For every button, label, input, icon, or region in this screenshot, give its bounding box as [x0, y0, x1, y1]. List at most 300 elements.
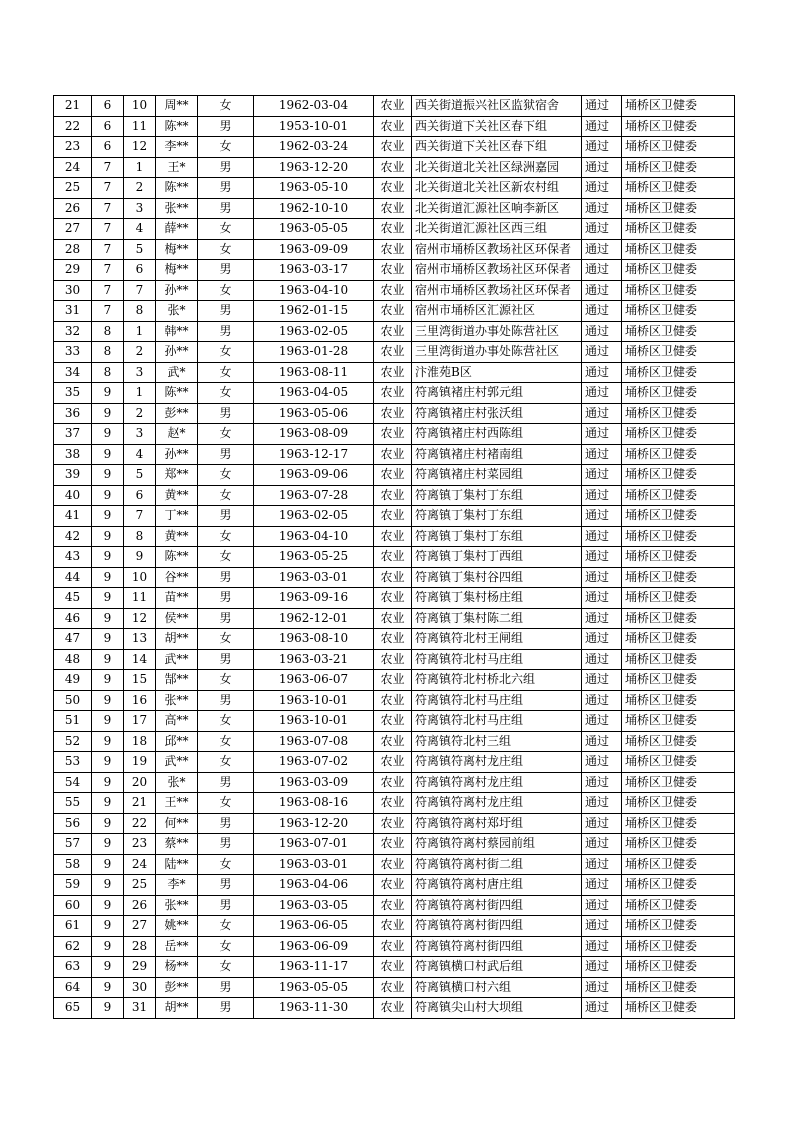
- review-status-cell: 通过: [582, 239, 622, 260]
- department-cell: 埇桥区卫健委: [622, 157, 735, 178]
- person-name-cell: 杨**: [156, 957, 198, 978]
- gender-cell: 男: [198, 834, 254, 855]
- birth-date-cell: 1963-08-09: [254, 424, 374, 445]
- gender-cell: 男: [198, 157, 254, 178]
- birth-date-cell: 1963-06-09: [254, 936, 374, 957]
- person-name-cell: 孙**: [156, 342, 198, 363]
- address-cell: 符离镇符离村郑圩组: [412, 813, 582, 834]
- group-number-cell: 6: [92, 96, 124, 117]
- gender-cell: 女: [198, 916, 254, 937]
- serial-number-cell: 51: [54, 711, 92, 732]
- household-type-cell: 农业: [374, 834, 412, 855]
- gender-cell: 女: [198, 936, 254, 957]
- table-row: [54, 588, 735, 609]
- address-cell: 宿州市埇桥区教场社区环保者: [412, 260, 582, 281]
- review-status-cell: 通过: [582, 526, 622, 547]
- birth-date-cell: 1963-07-28: [254, 485, 374, 506]
- household-type-cell: 农业: [374, 936, 412, 957]
- serial-number-cell: 42: [54, 526, 92, 547]
- group-number-cell: 6: [92, 116, 124, 137]
- person-name-cell: 黄**: [156, 485, 198, 506]
- group-number-cell: 9: [92, 916, 124, 937]
- birth-date-cell: 1962-10-10: [254, 198, 374, 219]
- group-index-cell: 5: [124, 465, 156, 486]
- person-name-cell: 张**: [156, 690, 198, 711]
- gender-cell: 女: [198, 362, 254, 383]
- gender-cell: 女: [198, 424, 254, 445]
- group-number-cell: 9: [92, 629, 124, 650]
- group-index-cell: 20: [124, 772, 156, 793]
- group-index-cell: 7: [124, 280, 156, 301]
- birth-date-cell: 1963-08-10: [254, 629, 374, 650]
- birth-date-cell: 1963-08-16: [254, 793, 374, 814]
- department-cell: 埇桥区卫健委: [622, 465, 735, 486]
- serial-number-cell: 28: [54, 239, 92, 260]
- table-row: [54, 957, 735, 978]
- address-cell: 西关街道振兴社区监狱宿舍: [412, 96, 582, 117]
- address-cell: 三里湾街道办事处陈营社区: [412, 342, 582, 363]
- table-row: [54, 465, 735, 486]
- household-type-cell: 农业: [374, 239, 412, 260]
- table-row: [54, 301, 735, 322]
- table-row: [54, 834, 735, 855]
- department-cell: 埇桥区卫健委: [622, 424, 735, 445]
- birth-date-cell: 1963-03-17: [254, 260, 374, 281]
- serial-number-cell: 29: [54, 260, 92, 281]
- address-cell: 符离镇褚庄村郭元组: [412, 383, 582, 404]
- review-status-cell: 通过: [582, 875, 622, 896]
- household-type-cell: 农业: [374, 752, 412, 773]
- address-cell: 符离镇褚庄村菜园组: [412, 465, 582, 486]
- gender-cell: 男: [198, 198, 254, 219]
- table-row: [54, 793, 735, 814]
- serial-number-cell: 47: [54, 629, 92, 650]
- serial-number-cell: 24: [54, 157, 92, 178]
- table-row: [54, 403, 735, 424]
- person-name-cell: 彭**: [156, 403, 198, 424]
- birth-date-cell: 1963-05-10: [254, 178, 374, 199]
- department-cell: 埇桥区卫健委: [622, 178, 735, 199]
- group-number-cell: 9: [92, 854, 124, 875]
- household-type-cell: 农业: [374, 854, 412, 875]
- review-status-cell: 通过: [582, 178, 622, 199]
- review-status-cell: 通过: [582, 793, 622, 814]
- birth-date-cell: 1963-05-05: [254, 977, 374, 998]
- department-cell: 埇桥区卫健委: [622, 752, 735, 773]
- table-row: [54, 219, 735, 240]
- department-cell: 埇桥区卫健委: [622, 444, 735, 465]
- birth-date-cell: 1963-07-01: [254, 834, 374, 855]
- address-cell: 符离镇褚庄村张沃组: [412, 403, 582, 424]
- table-row: [54, 690, 735, 711]
- group-index-cell: 11: [124, 588, 156, 609]
- person-name-cell: 陈**: [156, 178, 198, 199]
- table-row: [54, 260, 735, 281]
- serial-number-cell: 52: [54, 731, 92, 752]
- department-cell: 埇桥区卫健委: [622, 629, 735, 650]
- table-row: [54, 362, 735, 383]
- review-status-cell: 通过: [582, 465, 622, 486]
- household-type-cell: 农业: [374, 96, 412, 117]
- household-type-cell: 农业: [374, 137, 412, 158]
- review-status-cell: 通过: [582, 772, 622, 793]
- department-cell: 埇桥区卫健委: [622, 608, 735, 629]
- group-number-cell: 9: [92, 772, 124, 793]
- household-type-cell: 农业: [374, 116, 412, 137]
- person-name-cell: 孙**: [156, 280, 198, 301]
- review-status-cell: 通过: [582, 485, 622, 506]
- review-status-cell: 通过: [582, 731, 622, 752]
- person-name-cell: 岳**: [156, 936, 198, 957]
- address-cell: 符离镇丁集村陈二组: [412, 608, 582, 629]
- address-cell: 符离镇褚庄村褚南组: [412, 444, 582, 465]
- group-index-cell: 3: [124, 424, 156, 445]
- table-row: [54, 444, 735, 465]
- serial-number-cell: 62: [54, 936, 92, 957]
- gender-cell: 男: [198, 813, 254, 834]
- birth-date-cell: 1963-03-21: [254, 649, 374, 670]
- group-number-cell: 9: [92, 957, 124, 978]
- address-cell: 符离镇符离村龙庄组: [412, 793, 582, 814]
- department-cell: 埇桥区卫健委: [622, 567, 735, 588]
- table-row: [54, 998, 735, 1019]
- person-name-cell: 张**: [156, 895, 198, 916]
- group-number-cell: 9: [92, 444, 124, 465]
- address-cell: 北关街道汇源社区响李新区: [412, 198, 582, 219]
- review-status-cell: 通过: [582, 362, 622, 383]
- birth-date-cell: 1963-12-17: [254, 444, 374, 465]
- serial-number-cell: 45: [54, 588, 92, 609]
- gender-cell: 男: [198, 608, 254, 629]
- serial-number-cell: 65: [54, 998, 92, 1019]
- gender-cell: 男: [198, 895, 254, 916]
- group-index-cell: 6: [124, 485, 156, 506]
- group-number-cell: 7: [92, 280, 124, 301]
- serial-number-cell: 36: [54, 403, 92, 424]
- department-cell: 埇桥区卫健委: [622, 342, 735, 363]
- group-index-cell: 19: [124, 752, 156, 773]
- group-index-cell: 1: [124, 383, 156, 404]
- table-row: [54, 752, 735, 773]
- table-row: [54, 875, 735, 896]
- household-type-cell: 农业: [374, 670, 412, 691]
- household-type-cell: 农业: [374, 444, 412, 465]
- gender-cell: 女: [198, 752, 254, 773]
- household-type-cell: 农业: [374, 219, 412, 240]
- serial-number-cell: 37: [54, 424, 92, 445]
- gender-cell: 男: [198, 116, 254, 137]
- serial-number-cell: 26: [54, 198, 92, 219]
- address-cell: 宿州市埇桥区汇源社区: [412, 301, 582, 322]
- table-row: [54, 485, 735, 506]
- group-number-cell: 9: [92, 403, 124, 424]
- department-cell: 埇桥区卫健委: [622, 998, 735, 1019]
- group-number-cell: 9: [92, 875, 124, 896]
- review-status-cell: 通过: [582, 321, 622, 342]
- serial-number-cell: 31: [54, 301, 92, 322]
- group-number-cell: 9: [92, 936, 124, 957]
- address-cell: 符离镇符离村街四组: [412, 936, 582, 957]
- gender-cell: 女: [198, 485, 254, 506]
- review-status-cell: 通过: [582, 670, 622, 691]
- group-number-cell: 7: [92, 239, 124, 260]
- department-cell: 埇桥区卫健委: [622, 649, 735, 670]
- gender-cell: 女: [198, 670, 254, 691]
- group-number-cell: 9: [92, 567, 124, 588]
- birth-date-cell: 1963-10-01: [254, 690, 374, 711]
- household-type-cell: 农业: [374, 198, 412, 219]
- table-row: [54, 649, 735, 670]
- review-status-cell: 通过: [582, 854, 622, 875]
- department-cell: 埇桥区卫健委: [622, 547, 735, 568]
- person-name-cell: 王**: [156, 793, 198, 814]
- serial-number-cell: 63: [54, 957, 92, 978]
- table-row: [54, 916, 735, 937]
- address-cell: 符离镇丁集村杨庄组: [412, 588, 582, 609]
- group-number-cell: 9: [92, 711, 124, 732]
- serial-number-cell: 55: [54, 793, 92, 814]
- department-cell: 埇桥区卫健委: [622, 198, 735, 219]
- department-cell: 埇桥区卫健委: [622, 957, 735, 978]
- person-name-cell: 蔡**: [156, 834, 198, 855]
- address-cell: 符离镇符离村蔡园前组: [412, 834, 582, 855]
- serial-number-cell: 43: [54, 547, 92, 568]
- serial-number-cell: 35: [54, 383, 92, 404]
- department-cell: 埇桥区卫健委: [622, 362, 735, 383]
- group-index-cell: 16: [124, 690, 156, 711]
- group-number-cell: 9: [92, 424, 124, 445]
- gender-cell: 女: [198, 342, 254, 363]
- address-cell: 符离镇丁集村丁东组: [412, 485, 582, 506]
- person-name-cell: 谷**: [156, 567, 198, 588]
- review-status-cell: 通过: [582, 383, 622, 404]
- review-status-cell: 通过: [582, 567, 622, 588]
- department-cell: 埇桥区卫健委: [622, 219, 735, 240]
- department-cell: 埇桥区卫健委: [622, 526, 735, 547]
- gender-cell: 女: [198, 96, 254, 117]
- serial-number-cell: 25: [54, 178, 92, 199]
- review-status-cell: 通过: [582, 444, 622, 465]
- gender-cell: 男: [198, 178, 254, 199]
- person-name-cell: 李*: [156, 875, 198, 896]
- gender-cell: 女: [198, 854, 254, 875]
- department-cell: 埇桥区卫健委: [622, 96, 735, 117]
- household-type-cell: 农业: [374, 711, 412, 732]
- birth-date-cell: 1953-10-01: [254, 116, 374, 137]
- household-type-cell: 农业: [374, 813, 412, 834]
- review-status-cell: 通过: [582, 280, 622, 301]
- group-index-cell: 8: [124, 526, 156, 547]
- address-cell: 北关街道汇源社区西三组: [412, 219, 582, 240]
- birth-date-cell: 1963-07-08: [254, 731, 374, 752]
- department-cell: 埇桥区卫健委: [622, 321, 735, 342]
- table-row: [54, 116, 735, 137]
- group-index-cell: 4: [124, 219, 156, 240]
- gender-cell: 女: [198, 547, 254, 568]
- household-type-cell: 农业: [374, 157, 412, 178]
- address-cell: 符离镇符离村龙庄组: [412, 752, 582, 773]
- address-cell: 符离镇符北村三组: [412, 731, 582, 752]
- household-type-cell: 农业: [374, 342, 412, 363]
- group-index-cell: 2: [124, 403, 156, 424]
- group-index-cell: 4: [124, 444, 156, 465]
- household-type-cell: 农业: [374, 690, 412, 711]
- person-name-cell: 邱**: [156, 731, 198, 752]
- department-cell: 埇桥区卫健委: [622, 690, 735, 711]
- birth-date-cell: 1963-04-06: [254, 875, 374, 896]
- birth-date-cell: 1963-01-28: [254, 342, 374, 363]
- table-row: [54, 608, 735, 629]
- review-status-cell: 通过: [582, 649, 622, 670]
- gender-cell: 男: [198, 588, 254, 609]
- group-number-cell: 6: [92, 137, 124, 158]
- household-type-cell: 农业: [374, 895, 412, 916]
- review-status-cell: 通过: [582, 198, 622, 219]
- serial-number-cell: 33: [54, 342, 92, 363]
- household-type-cell: 农业: [374, 485, 412, 506]
- department-cell: 埇桥区卫健委: [622, 383, 735, 404]
- birth-date-cell: 1963-03-09: [254, 772, 374, 793]
- group-number-cell: 8: [92, 362, 124, 383]
- table-row: [54, 711, 735, 732]
- household-type-cell: 农业: [374, 260, 412, 281]
- gender-cell: 女: [198, 383, 254, 404]
- serial-number-cell: 44: [54, 567, 92, 588]
- review-status-cell: 通过: [582, 342, 622, 363]
- group-index-cell: 8: [124, 301, 156, 322]
- address-cell: 符离镇符离村龙庄组: [412, 772, 582, 793]
- department-cell: 埇桥区卫健委: [622, 506, 735, 527]
- group-number-cell: 9: [92, 813, 124, 834]
- group-index-cell: 10: [124, 96, 156, 117]
- gender-cell: 男: [198, 772, 254, 793]
- table-row: [54, 526, 735, 547]
- department-cell: 埇桥区卫健委: [622, 403, 735, 424]
- serial-number-cell: 38: [54, 444, 92, 465]
- group-index-cell: 27: [124, 916, 156, 937]
- household-type-cell: 农业: [374, 280, 412, 301]
- review-status-cell: 通过: [582, 936, 622, 957]
- gender-cell: 男: [198, 567, 254, 588]
- household-type-cell: 农业: [374, 588, 412, 609]
- household-type-cell: 农业: [374, 957, 412, 978]
- birth-date-cell: 1962-01-15: [254, 301, 374, 322]
- birth-date-cell: 1962-03-24: [254, 137, 374, 158]
- birth-date-cell: 1962-12-01: [254, 608, 374, 629]
- group-number-cell: 9: [92, 895, 124, 916]
- table-row: [54, 772, 735, 793]
- household-type-cell: 农业: [374, 383, 412, 404]
- gender-cell: 男: [198, 301, 254, 322]
- group-number-cell: 7: [92, 260, 124, 281]
- address-cell: 符离镇尖山村大坝组: [412, 998, 582, 1019]
- household-type-cell: 农业: [374, 608, 412, 629]
- serial-number-cell: 61: [54, 916, 92, 937]
- serial-number-cell: 22: [54, 116, 92, 137]
- gender-cell: 男: [198, 260, 254, 281]
- group-index-cell: 10: [124, 567, 156, 588]
- address-cell: 符离镇符离村街二组: [412, 854, 582, 875]
- table-row: [54, 280, 735, 301]
- household-type-cell: 农业: [374, 403, 412, 424]
- group-number-cell: 9: [92, 526, 124, 547]
- group-number-cell: 7: [92, 219, 124, 240]
- serial-number-cell: 41: [54, 506, 92, 527]
- person-name-cell: 陈**: [156, 116, 198, 137]
- person-name-cell: 张*: [156, 772, 198, 793]
- review-status-cell: 通过: [582, 834, 622, 855]
- group-number-cell: 9: [92, 998, 124, 1019]
- table-row: [54, 547, 735, 568]
- address-cell: 宿州市埇桥区教场社区环保者: [412, 280, 582, 301]
- household-type-cell: 农业: [374, 567, 412, 588]
- serial-number-cell: 46: [54, 608, 92, 629]
- gender-cell: 女: [198, 711, 254, 732]
- household-type-cell: 农业: [374, 731, 412, 752]
- group-number-cell: 8: [92, 321, 124, 342]
- group-number-cell: 9: [92, 465, 124, 486]
- gender-cell: 男: [198, 649, 254, 670]
- department-cell: 埇桥区卫健委: [622, 875, 735, 896]
- household-type-cell: 农业: [374, 629, 412, 650]
- serial-number-cell: 34: [54, 362, 92, 383]
- group-index-cell: 1: [124, 321, 156, 342]
- gender-cell: 男: [198, 321, 254, 342]
- group-index-cell: 26: [124, 895, 156, 916]
- department-cell: 埇桥区卫健委: [622, 280, 735, 301]
- review-status-cell: 通过: [582, 998, 622, 1019]
- address-cell: 符离镇符北村马庄组: [412, 690, 582, 711]
- address-cell: 符离镇符北村王闸组: [412, 629, 582, 650]
- household-type-cell: 农业: [374, 526, 412, 547]
- gender-cell: 女: [198, 137, 254, 158]
- department-cell: 埇桥区卫健委: [622, 588, 735, 609]
- person-name-cell: 梅**: [156, 260, 198, 281]
- department-cell: 埇桥区卫健委: [622, 485, 735, 506]
- group-number-cell: 9: [92, 383, 124, 404]
- address-cell: 宿州市埇桥区教场社区环保者: [412, 239, 582, 260]
- review-status-cell: 通过: [582, 403, 622, 424]
- group-index-cell: 28: [124, 936, 156, 957]
- review-status-cell: 通过: [582, 588, 622, 609]
- address-cell: 符离镇丁集村丁西组: [412, 547, 582, 568]
- person-name-cell: 武**: [156, 752, 198, 773]
- gender-cell: 女: [198, 219, 254, 240]
- serial-number-cell: 60: [54, 895, 92, 916]
- review-status-cell: 通过: [582, 137, 622, 158]
- address-cell: 符离镇符离村街四组: [412, 895, 582, 916]
- birth-date-cell: 1963-11-17: [254, 957, 374, 978]
- household-type-cell: 农业: [374, 649, 412, 670]
- gender-cell: 女: [198, 465, 254, 486]
- group-index-cell: 23: [124, 834, 156, 855]
- group-index-cell: 3: [124, 362, 156, 383]
- table-row: [54, 178, 735, 199]
- roster-table: [53, 95, 735, 1019]
- group-index-cell: 9: [124, 547, 156, 568]
- group-index-cell: 12: [124, 608, 156, 629]
- department-cell: 埇桥区卫健委: [622, 895, 735, 916]
- gender-cell: 男: [198, 690, 254, 711]
- department-cell: 埇桥区卫健委: [622, 137, 735, 158]
- gender-cell: 女: [198, 629, 254, 650]
- group-index-cell: 2: [124, 342, 156, 363]
- department-cell: 埇桥区卫健委: [622, 239, 735, 260]
- group-number-cell: 9: [92, 485, 124, 506]
- household-type-cell: 农业: [374, 362, 412, 383]
- review-status-cell: 通过: [582, 547, 622, 568]
- group-number-cell: 9: [92, 547, 124, 568]
